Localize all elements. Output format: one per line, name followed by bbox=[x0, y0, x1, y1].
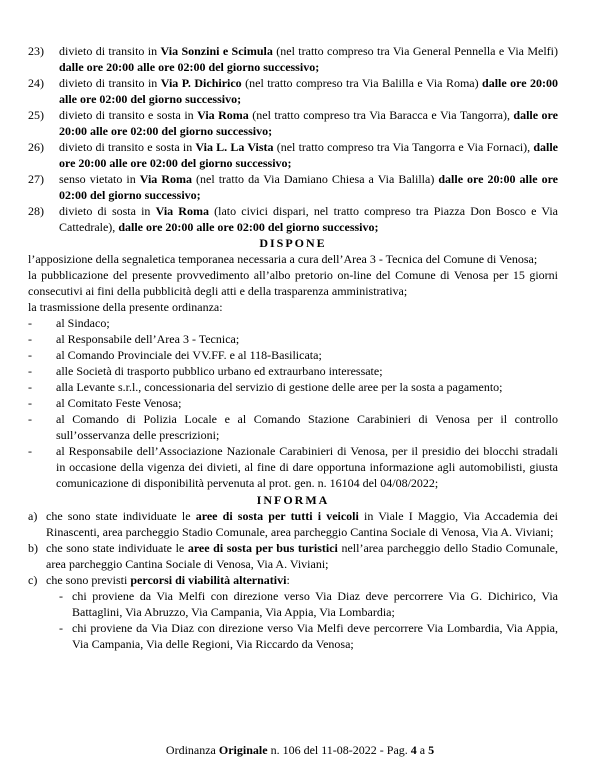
item-letter: c) bbox=[28, 573, 38, 587]
street-name: Via Sonzini e Scimula bbox=[160, 44, 273, 58]
recipient-text: alla Levante s.r.l., concessionaria del servizio di gestione delle aree per la sosta a pagamento; bbox=[56, 380, 503, 394]
dash-bullet: - bbox=[28, 348, 32, 362]
item-text: divieto di transito e sosta in bbox=[59, 140, 196, 154]
recipient-item bbox=[28, 379, 558, 395]
item-text: (nel tratto compreso tra Via General Pennella e Via Melfi) bbox=[272, 44, 559, 58]
dash-bullet: - bbox=[28, 380, 32, 394]
time-range: dalle ore 20:00 alle ore 02:00 del giorno successivo; bbox=[59, 172, 559, 202]
list-item-23 bbox=[28, 43, 558, 75]
time-range: dalle ore 20:00 alle ore 02:00 del giorno successivo; bbox=[59, 60, 320, 74]
route-text: chi proviene da Via Melfi con direzione verso Via Diaz deve percorrere Via G. Dichirico, Via Battaglini, Via Abruzzo, Via Campania, Via Appia, Via Lombardia; bbox=[72, 589, 558, 619]
recipient-text: al Comitato Feste Venosa; bbox=[56, 396, 182, 410]
list-item-27 bbox=[28, 171, 558, 203]
recipient-item bbox=[28, 395, 558, 411]
recipient-text: al Comando di Polizia Locale e al Comando Stazione Carabinieri di Venosa per il controllo sull’osservanza delle prescrizioni; bbox=[56, 412, 558, 442]
dispone-paragraph: la trasmissione della presente ordinanza: bbox=[28, 300, 223, 314]
section-heading-dispone: DISPONE bbox=[259, 236, 327, 250]
dash-bullet: - bbox=[28, 396, 32, 410]
footer-text: a bbox=[416, 743, 429, 757]
recipient-item bbox=[28, 443, 558, 491]
page-footer bbox=[0, 742, 600, 758]
dash-bullet: - bbox=[59, 589, 63, 603]
recipient-item bbox=[28, 331, 558, 347]
item-emphasis: aree di sosta per tutti i veicoli bbox=[195, 509, 359, 523]
item-number: 23) bbox=[28, 44, 44, 58]
item-text: (nel tratto da Via Damiano Chiesa a Via Balilla) bbox=[192, 172, 439, 186]
item-text: (nel tratto compreso tra Via Baracca e Via Tangorra), bbox=[248, 108, 514, 122]
page-total: 5 bbox=[428, 743, 435, 757]
time-range: dalle ore 20:00 alle ore 02:00 del giorno successivo; bbox=[59, 108, 558, 138]
item-text: : bbox=[286, 573, 290, 587]
item-emphasis: aree di sosta per bus turistici bbox=[187, 541, 338, 555]
item-text: divieto di transito e sosta in bbox=[59, 108, 198, 122]
item-text: che sono state individuate le bbox=[46, 509, 196, 523]
informa-item-a bbox=[28, 508, 558, 540]
list-item-26 bbox=[28, 139, 558, 171]
item-text: nell’area parcheggio dello Stadio Comunale, area parcheggio Cantina Sociale di Venosa, Via A. Viviani; bbox=[46, 541, 558, 571]
dispone-paragraph: la pubblicazione del presente provvedimento all’albo pretorio on-line del Comune di Venosa per 15 giorni consecutivi ai fini della pubblicità degli atti e della trasparenza amministrativa; bbox=[28, 268, 558, 298]
list-item-25 bbox=[28, 107, 558, 139]
item-letter: b) bbox=[28, 541, 38, 555]
item-number: 27) bbox=[28, 172, 44, 186]
recipient-text: al Comando Provinciale dei VV.FF. e al 118-Basilicata; bbox=[56, 348, 322, 362]
route-item bbox=[46, 620, 558, 652]
recipient-text: al Responsabile dell’Associazione Nazionale Carabinieri di Venosa, per il presidio dei blocchi stradali in occasione della vigenza dei divieti, al fine di dare opportuna informazione agli automobilisti, giusta comunicazione di disponibilità pervenuta al prot. gen. n. 16104 del 04/08/2022; bbox=[56, 444, 558, 490]
section-heading-informa: INFORMA bbox=[256, 493, 330, 507]
dash-bullet: - bbox=[28, 412, 32, 426]
time-range: dalle ore 20:00 alle ore 02:00 del giorno successivo; bbox=[118, 220, 379, 234]
item-number: 26) bbox=[28, 140, 44, 154]
recipient-item bbox=[28, 315, 558, 331]
item-text: in Viale I Maggio, Via Accademia dei Rinascenti, area parcheggio Stadio Comunale, area parcheggio Cantina Sociale di Venosa, Via A. Viviani; bbox=[46, 509, 558, 539]
item-text: senso vietato in bbox=[59, 172, 140, 186]
item-number: 25) bbox=[28, 108, 44, 122]
item-number: 28) bbox=[28, 204, 44, 218]
route-text: chi proviene da Via Diaz con direzione verso Via Melfi deve percorrere Via Lombardia, Via Appia, Via Campania, Via delle Regioni, Via Riccardo da Venosa; bbox=[72, 621, 558, 651]
recipient-item bbox=[28, 363, 558, 379]
street-name: Via P. Dichirico bbox=[160, 76, 242, 90]
item-text: che sono state individuate le bbox=[46, 541, 188, 555]
recipient-text: al Responsabile dell’Area 3 - Tecnica; bbox=[56, 332, 240, 346]
page-number: 4 bbox=[410, 743, 417, 757]
item-number: 24) bbox=[28, 76, 44, 90]
item-text: divieto di sosta in bbox=[59, 204, 156, 218]
item-emphasis: percorsi di viabilità alternativi bbox=[130, 573, 287, 587]
recipient-text: al Sindaco; bbox=[56, 316, 110, 330]
item-text: (lato civici dispari, nel tratto compreso tra Piazza Don Bosco e Via Cattedrale), bbox=[59, 204, 559, 234]
recipient-item bbox=[28, 347, 558, 363]
item-text: divieto di transito in bbox=[59, 44, 161, 58]
recipient-item bbox=[28, 411, 558, 443]
footer-emphasis: Originale bbox=[218, 743, 268, 757]
item-text: (nel tratto compreso tra Via Balilla e Via Roma) bbox=[241, 76, 483, 90]
street-name: Via L. La Vista bbox=[195, 140, 274, 154]
item-text: divieto di transito in bbox=[59, 76, 161, 90]
dash-bullet: - bbox=[28, 364, 32, 378]
footer-text: n. 106 del 11-08-2022 - Pag. bbox=[267, 743, 411, 757]
item-text: che sono previsti bbox=[46, 573, 131, 587]
item-text: (nel tratto compreso tra Via Tangorra e Via Fornaci), bbox=[273, 140, 534, 154]
dash-bullet: - bbox=[28, 316, 32, 330]
footer-text: Ordinanza bbox=[165, 743, 219, 757]
list-item-28 bbox=[28, 203, 558, 235]
street-name: Via Roma bbox=[197, 108, 249, 122]
street-name: Via Roma bbox=[155, 204, 209, 218]
dash-bullet: - bbox=[59, 621, 63, 635]
street-name: Via Roma bbox=[139, 172, 192, 186]
informa-item-b bbox=[28, 540, 558, 572]
recipient-text: alle Società di trasporto pubblico urbano ed extraurbano interessate; bbox=[56, 364, 383, 378]
dash-bullet: - bbox=[28, 444, 32, 458]
informa-item-c bbox=[28, 572, 558, 588]
time-range: dalle ore 20:00 alle ore 02:00 del giorno successivo; bbox=[59, 76, 558, 106]
item-letter: a) bbox=[28, 509, 38, 523]
time-range: dalle ore 20:00 alle ore 02:00 del giorno successivo; bbox=[59, 140, 559, 170]
dispone-paragraph: l’apposizione della segnaletica temporanea necessaria a cura dell’Area 3 - Tecnica del Comune di Venosa; bbox=[28, 252, 538, 266]
page-content bbox=[28, 43, 558, 652]
list-item-24 bbox=[28, 75, 558, 107]
route-item bbox=[46, 588, 558, 620]
dash-bullet: - bbox=[28, 332, 32, 346]
